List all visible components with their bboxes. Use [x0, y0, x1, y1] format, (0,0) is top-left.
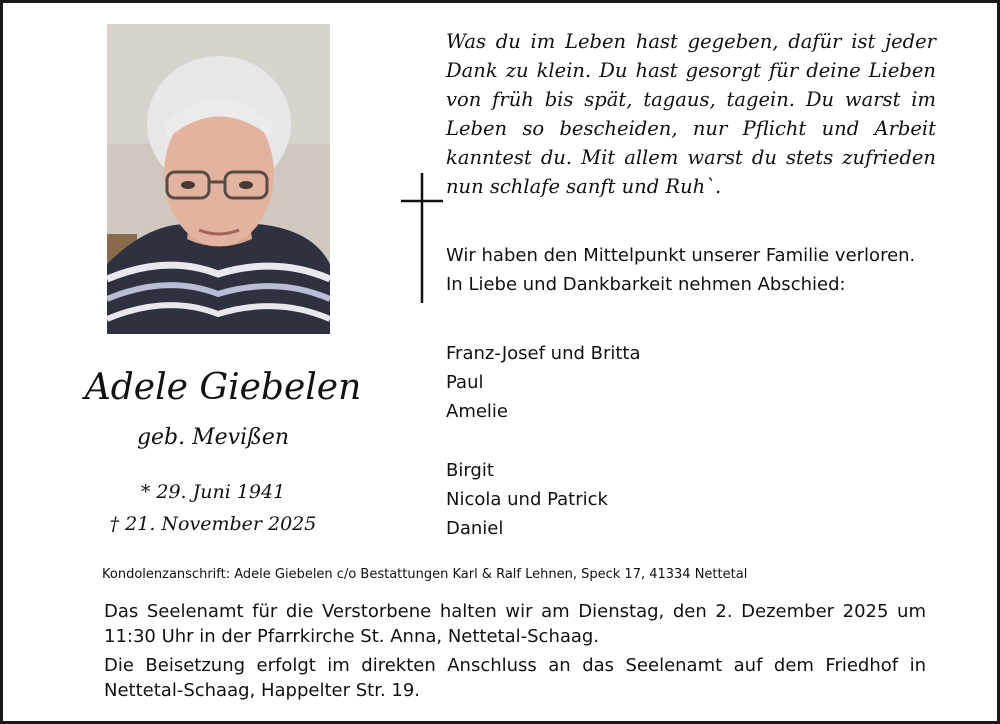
condolence-address: Kondolenzanschrift: Adele Giebelen c/o Bestattungen Karl & Ralf Lehnen, Speck 17, 41334 Nettetal — [102, 567, 748, 582]
burial-text: Die Beisetzung erfolgt im direkten Anschluss an das Seelenamt auf dem Friedhof in Nettetal-Schaag, Happelter Str. 19. — [104, 655, 926, 701]
mourner-entry: Daniel — [446, 518, 504, 539]
service-notice — [104, 599, 926, 703]
requiem-mass-text: Das Seelenamt für die Verstorbene halten wir am Dienstag, den 2. Dezember 2025 um 11:30 Uhr in der Pfarrkirche St. Anna, Nettetal-Schaag. — [104, 601, 926, 647]
farewell-intro — [446, 241, 966, 299]
mourner-entry: Birgit — [446, 460, 494, 481]
memorial-poem: Was du im Leben hast gegeben, dafür ist jeder Dank zu klein. Du hast gesorgt für deine Lieben von früh bis spät, tagaus, tagein. Du warst im Leben so bescheiden, nur Pflicht und Arbeit kanntest du. Mit allem warst du stets zufrieden nun schlafe sanft und Ruh`. — [446, 30, 936, 198]
mourner-entry: Franz-Josef und Britta — [446, 343, 641, 364]
mourners-list — [446, 339, 866, 543]
deceased-name: Adele Giebelen — [84, 367, 362, 408]
intro-line-1: Wir haben den Mittelpunkt unserer Familie verloren. — [446, 245, 916, 266]
mourner-group-gap — [446, 426, 866, 456]
maiden-name: geb. Mevißen — [136, 425, 290, 450]
mourner-entry: Paul — [446, 372, 484, 393]
death-date: † 21. November 2025 — [109, 513, 317, 535]
mourner-entry: Nicola und Patrick — [446, 489, 608, 510]
latin-cross-icon — [400, 173, 444, 309]
intro-line-2: In Liebe und Dankbarkeit nehmen Abschied: — [446, 274, 846, 295]
birth-date: * 29. Juni 1941 — [140, 481, 286, 503]
mourner-entry: Amelie — [446, 401, 508, 422]
portrait-photo — [107, 24, 330, 334]
